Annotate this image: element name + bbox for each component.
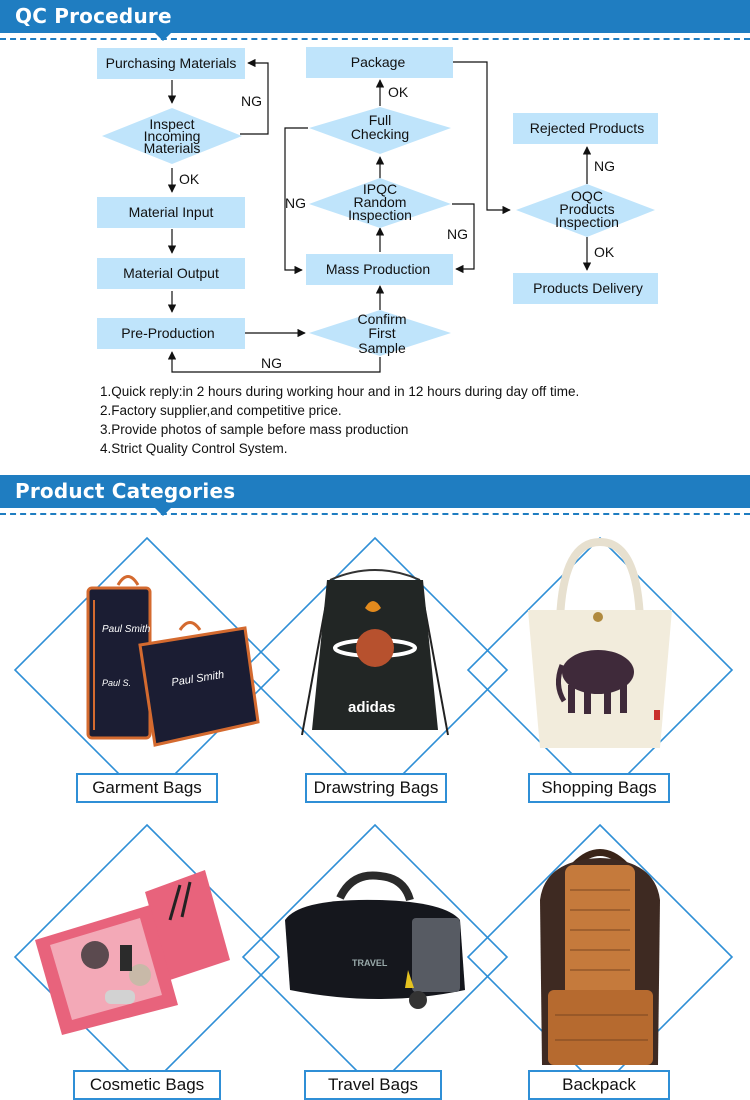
- label-inspect-1: Inspect: [149, 116, 195, 132]
- arrow-package-oqc: [453, 62, 510, 210]
- category-label[interactable]: Cosmetic Bags: [73, 1070, 221, 1100]
- category-label[interactable]: Travel Bags: [304, 1070, 442, 1100]
- qc-flowchart: [0, 0, 750, 380]
- label-ok-full: OK: [388, 84, 409, 100]
- svg-text:Paul Smith: Paul Smith: [102, 624, 151, 635]
- label-ok-oqc: OK: [594, 244, 615, 260]
- qc-notes: [100, 382, 579, 458]
- label-full-1: Full: [368, 112, 392, 128]
- label-ipqc-2: Random: [353, 194, 407, 210]
- categories-header-title: Product Categories: [15, 479, 236, 503]
- label-pre-production: Pre-Production: [121, 325, 215, 341]
- label-ng-ipqc-left: NG: [285, 195, 306, 211]
- label-ok-inspect: OK: [179, 171, 200, 187]
- label-delivery: Products Delivery: [533, 280, 643, 296]
- note-item: 1.Quick reply:in 2 hours during working hour and in 12 hours during day off time.: [100, 384, 580, 399]
- svg-text:Paul Smith: Paul Smith: [170, 668, 226, 689]
- label-rejected: Rejected Products: [529, 120, 645, 136]
- category-shopping-bags[interactable]: [484, 533, 714, 803]
- label-ipqc-1: IPQC: [362, 181, 398, 197]
- category-label[interactable]: Drawstring Bags: [305, 773, 447, 803]
- label-inspect-3: Materials: [143, 140, 201, 156]
- label-ng-inspect: NG: [241, 93, 262, 109]
- category-drawstring-bags[interactable]: [261, 533, 491, 803]
- svg-text:adidas: adidas: [348, 699, 396, 716]
- label-ng-oqc: NG: [594, 158, 615, 174]
- label-ipqc-3: Inspection: [348, 207, 412, 223]
- svg-text:Paul S.: Paul S.: [102, 678, 132, 688]
- category-backpack[interactable]: [484, 830, 714, 1100]
- label-confirm-3: Sample: [358, 340, 406, 356]
- label-oqc-1: OQC: [571, 188, 603, 204]
- category-cosmetic-bags[interactable]: [32, 830, 262, 1100]
- svg-text:TRAVEL: TRAVEL: [352, 958, 388, 968]
- label-package: Package: [350, 54, 406, 70]
- label-confirm-2: First: [368, 325, 396, 341]
- category-label[interactable]: Garment Bags: [76, 773, 218, 803]
- qc-header-title: QC Procedure: [15, 4, 172, 28]
- category-label[interactable]: Backpack: [528, 1070, 670, 1100]
- label-mass-production: Mass Production: [325, 261, 431, 277]
- label-oqc-3: Inspection: [555, 214, 619, 230]
- category-travel-bags[interactable]: [258, 830, 488, 1100]
- label-material-input: Material Input: [128, 204, 214, 220]
- label-confirm-1: Confirm: [357, 311, 407, 327]
- category-label[interactable]: Shopping Bags: [528, 773, 670, 803]
- label-ng-ipqc-right: NG: [447, 226, 468, 242]
- label-ng-bottom: NG: [261, 355, 282, 371]
- note-item: 2.Factory supplier,and competitive price.: [100, 403, 342, 418]
- label-oqc-2: Products: [559, 201, 615, 217]
- category-garment-bags[interactable]: [32, 533, 262, 803]
- label-material-output: Material Output: [123, 265, 219, 281]
- label-inspect-2: Incoming: [143, 128, 201, 144]
- note-item: 4.Strict Quality Control System.: [100, 441, 288, 456]
- categories-header-divider: [0, 513, 750, 515]
- label-full-2: Checking: [350, 126, 410, 142]
- label-purchasing: Purchasing Materials: [105, 55, 237, 71]
- note-item: 3.Provide photos of sample before mass production: [100, 422, 409, 437]
- categories-section-header: [0, 475, 750, 515]
